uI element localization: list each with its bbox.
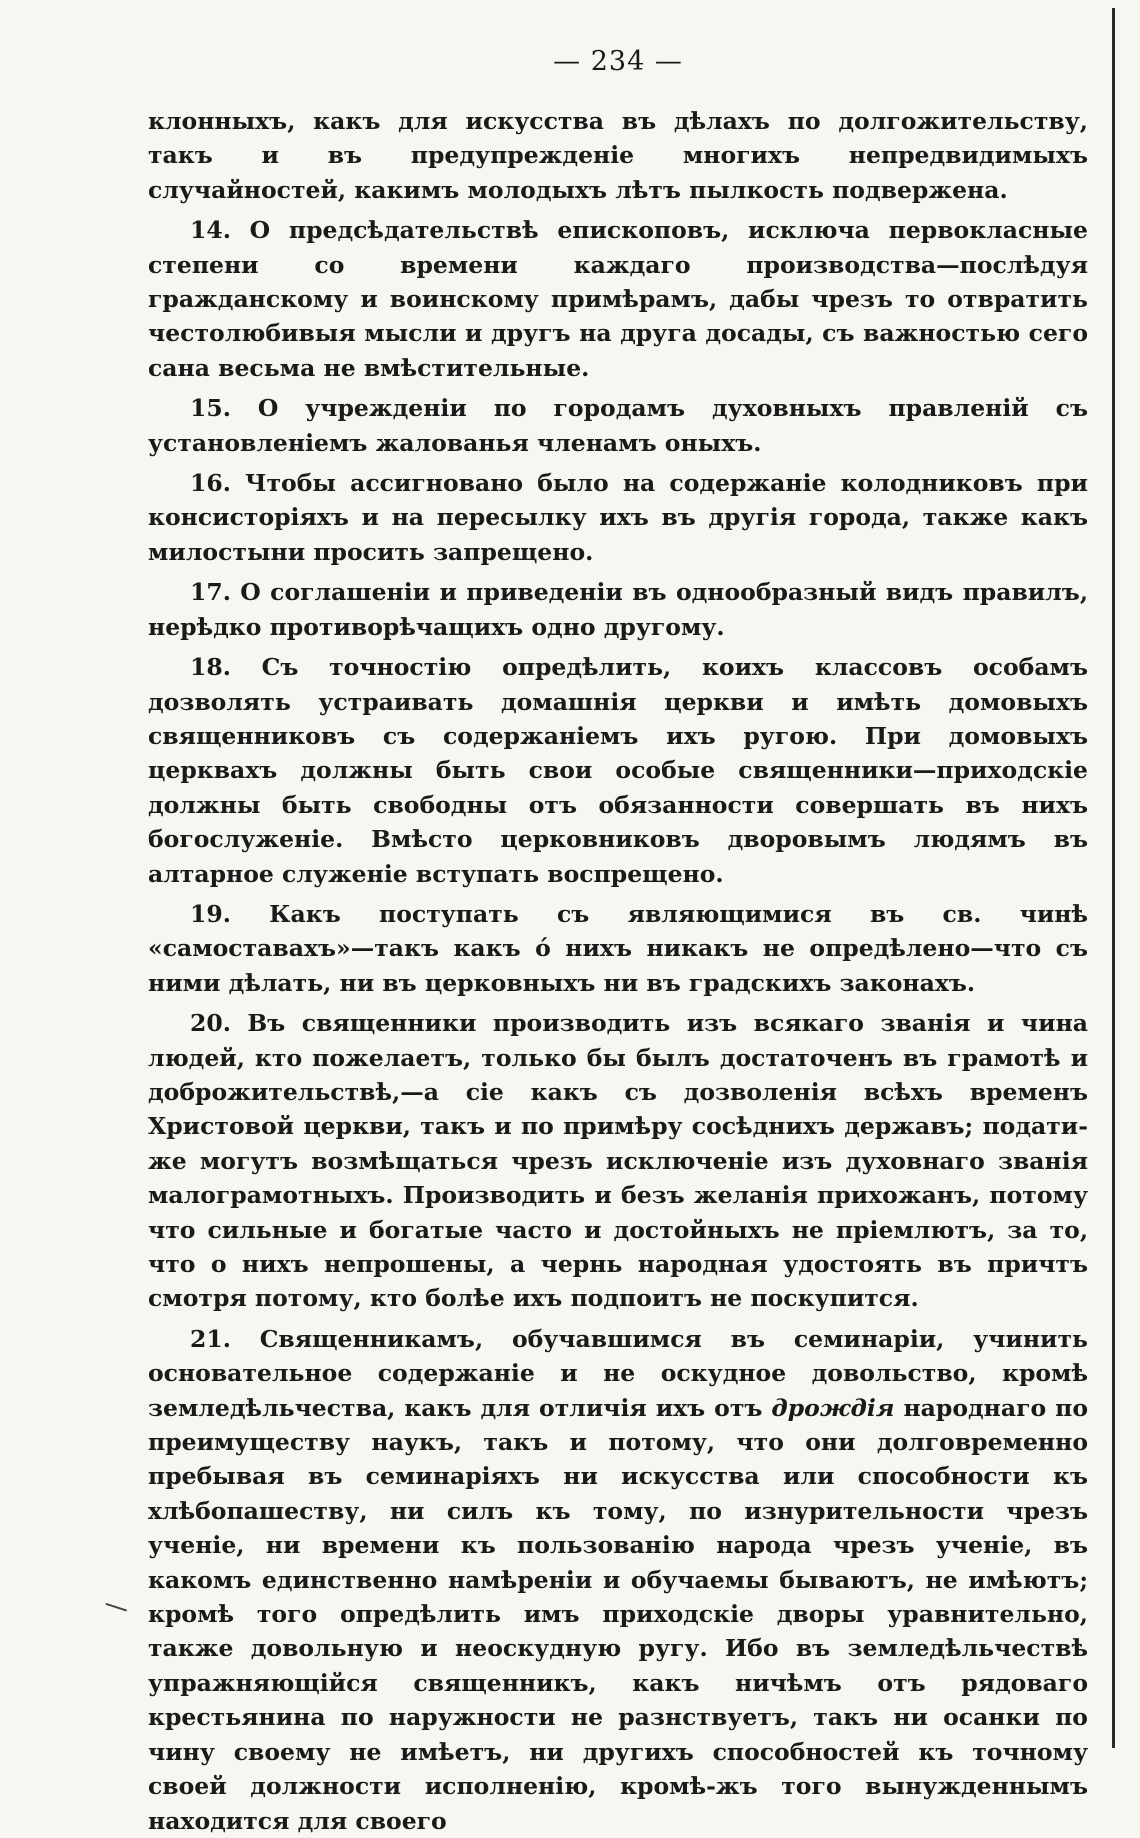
paragraph-text: 20. Въ священники производить изъ всякаго званія и чина людей, кто пожелаетъ, только бы былъ достаточенъ въ грамотѣ и доброжительствѣ,—а сіе какъ съ дозволенія всѣхъ временъ Христовой церкви, такъ и по примѣру сосѣднихъ державъ; подати-же могутъ возмѣщаться чрезъ исключеніе изъ духовнаго званія малограмотныхъ. Производить и безъ желанія прихожанъ, потому что сильные и богатые часто и достойныхъ не пріемлютъ, за то, что о нихъ непрошены, а чернь народная удостоять въ причтъ смотря потому, кто болѣе ихъ подпоитъ не поскупится. <box>148 1009 1088 1313</box>
paragraph-p18 <box>148 650 1088 891</box>
document-page <box>148 44 1089 1835</box>
page-edge-rule <box>1112 8 1115 1748</box>
paragraph-p20 <box>148 1006 1088 1316</box>
page-number: — 234 — <box>553 46 683 77</box>
paragraph-p21 <box>148 1322 1088 1838</box>
italic-word: дрождія <box>771 1393 895 1422</box>
paragraph-p16 <box>148 466 1088 569</box>
paragraph-p17 <box>148 575 1088 644</box>
paragraph-text: клонныхъ, какъ для искусства въ дѣлахъ по долгожительству, такъ и въ предупрежденіе многихъ непредвидимыхъ случайностей, какимъ молодыхъ лѣтъ пылкость подвержена. <box>148 107 1088 204</box>
paragraph-p14 <box>148 213 1088 385</box>
paragraph-p19 <box>148 897 1088 1000</box>
paragraph-text: народнаго по преимуществу наукъ, такъ и потому, что они долговременно пребывая въ семинаріяхъ ни искусства или способности къ хлѣбопашеству, ни силъ къ тому, по изнурительности чрезъ ученіе, ни времени къ пользованію народа чрезъ ученіе, въ какомъ единственно намѣреніи и обучаемы бываютъ, не имѣютъ; кромѣ того опредѣлить имъ приходскіе дворы уравнительно, также довольную и неоскудную ругу. Ибо въ земледѣльчествѣ упражняющійся священникъ, какъ ничѣмъ отъ рядоваго крестьянина по наружности не разнствуетъ, такъ ни осанки по чину своему не имѣетъ, ни другихъ способностей къ точному своей должности исполненію, кромѣ-жъ того вынужденнымъ находится для своего <box>148 1393 1089 1835</box>
paragraph-text: 15. О учрежденіи по городамъ духовныхъ правленій съ установленіемъ жалованья членамъ оныхъ. <box>148 394 1088 457</box>
paragraph-text: 21. Священникамъ, обучавшимся въ семинаріи, учинить основательное содержаніе и не оскудное довольство, кромѣ земледѣльчества, какъ для отличія ихъ отъ <box>148 1324 1088 1422</box>
paragraph-text: 14. О предсѣдательствѣ епископовъ, исключа первокласные степени со времени каждаго производства—послѣдуя гражданскому и воинскому примѣрамъ, дабы чрезъ то отвратить честолюбивыя мысли и другъ на друга досады, съ важностью сего сана весьма не вмѣстительные. <box>148 216 1088 382</box>
paragraph-p0 <box>148 104 1088 207</box>
paragraph-text: 17. О соглашеніи и приведеніи въ однообразный видъ правилъ, нерѣдко противорѣчащихъ одно другому. <box>148 578 1088 641</box>
page-text <box>148 104 1088 1838</box>
paragraph-p15 <box>148 391 1088 460</box>
margin-mark <box>103 1603 127 1619</box>
paragraph-text: 16. Чтобы ассигновано было на содержаніе колодниковъ при консисторіяхъ и на пересылку ихъ въ другія города, также какъ милостыни просить запрещено. <box>148 469 1088 566</box>
paragraph-text: 18. Съ точностію опредѣлить, коихъ классовъ особамъ дозволять устраивать домашнія церкви и имѣть домовыхъ священниковъ съ содержаніемъ ихъ ругою. При домовыхъ церквахъ должны быть свои особые священники—приходскіе должны быть свободны отъ обязанности совершать въ нихъ богослуженіе. Вмѣсто церковниковъ дворовымъ людямъ въ алтарное служеніе вступать воспрещено. <box>148 653 1088 888</box>
paragraph-text: 19. Какъ поступать съ являющимися въ св. чинѣ «самоставахъ»—такъ какъ о́ нихъ никакъ не опредѣлено—что съ ними дѣлать, ни въ церковныхъ ни въ градскихъ законахъ. <box>148 899 1088 997</box>
